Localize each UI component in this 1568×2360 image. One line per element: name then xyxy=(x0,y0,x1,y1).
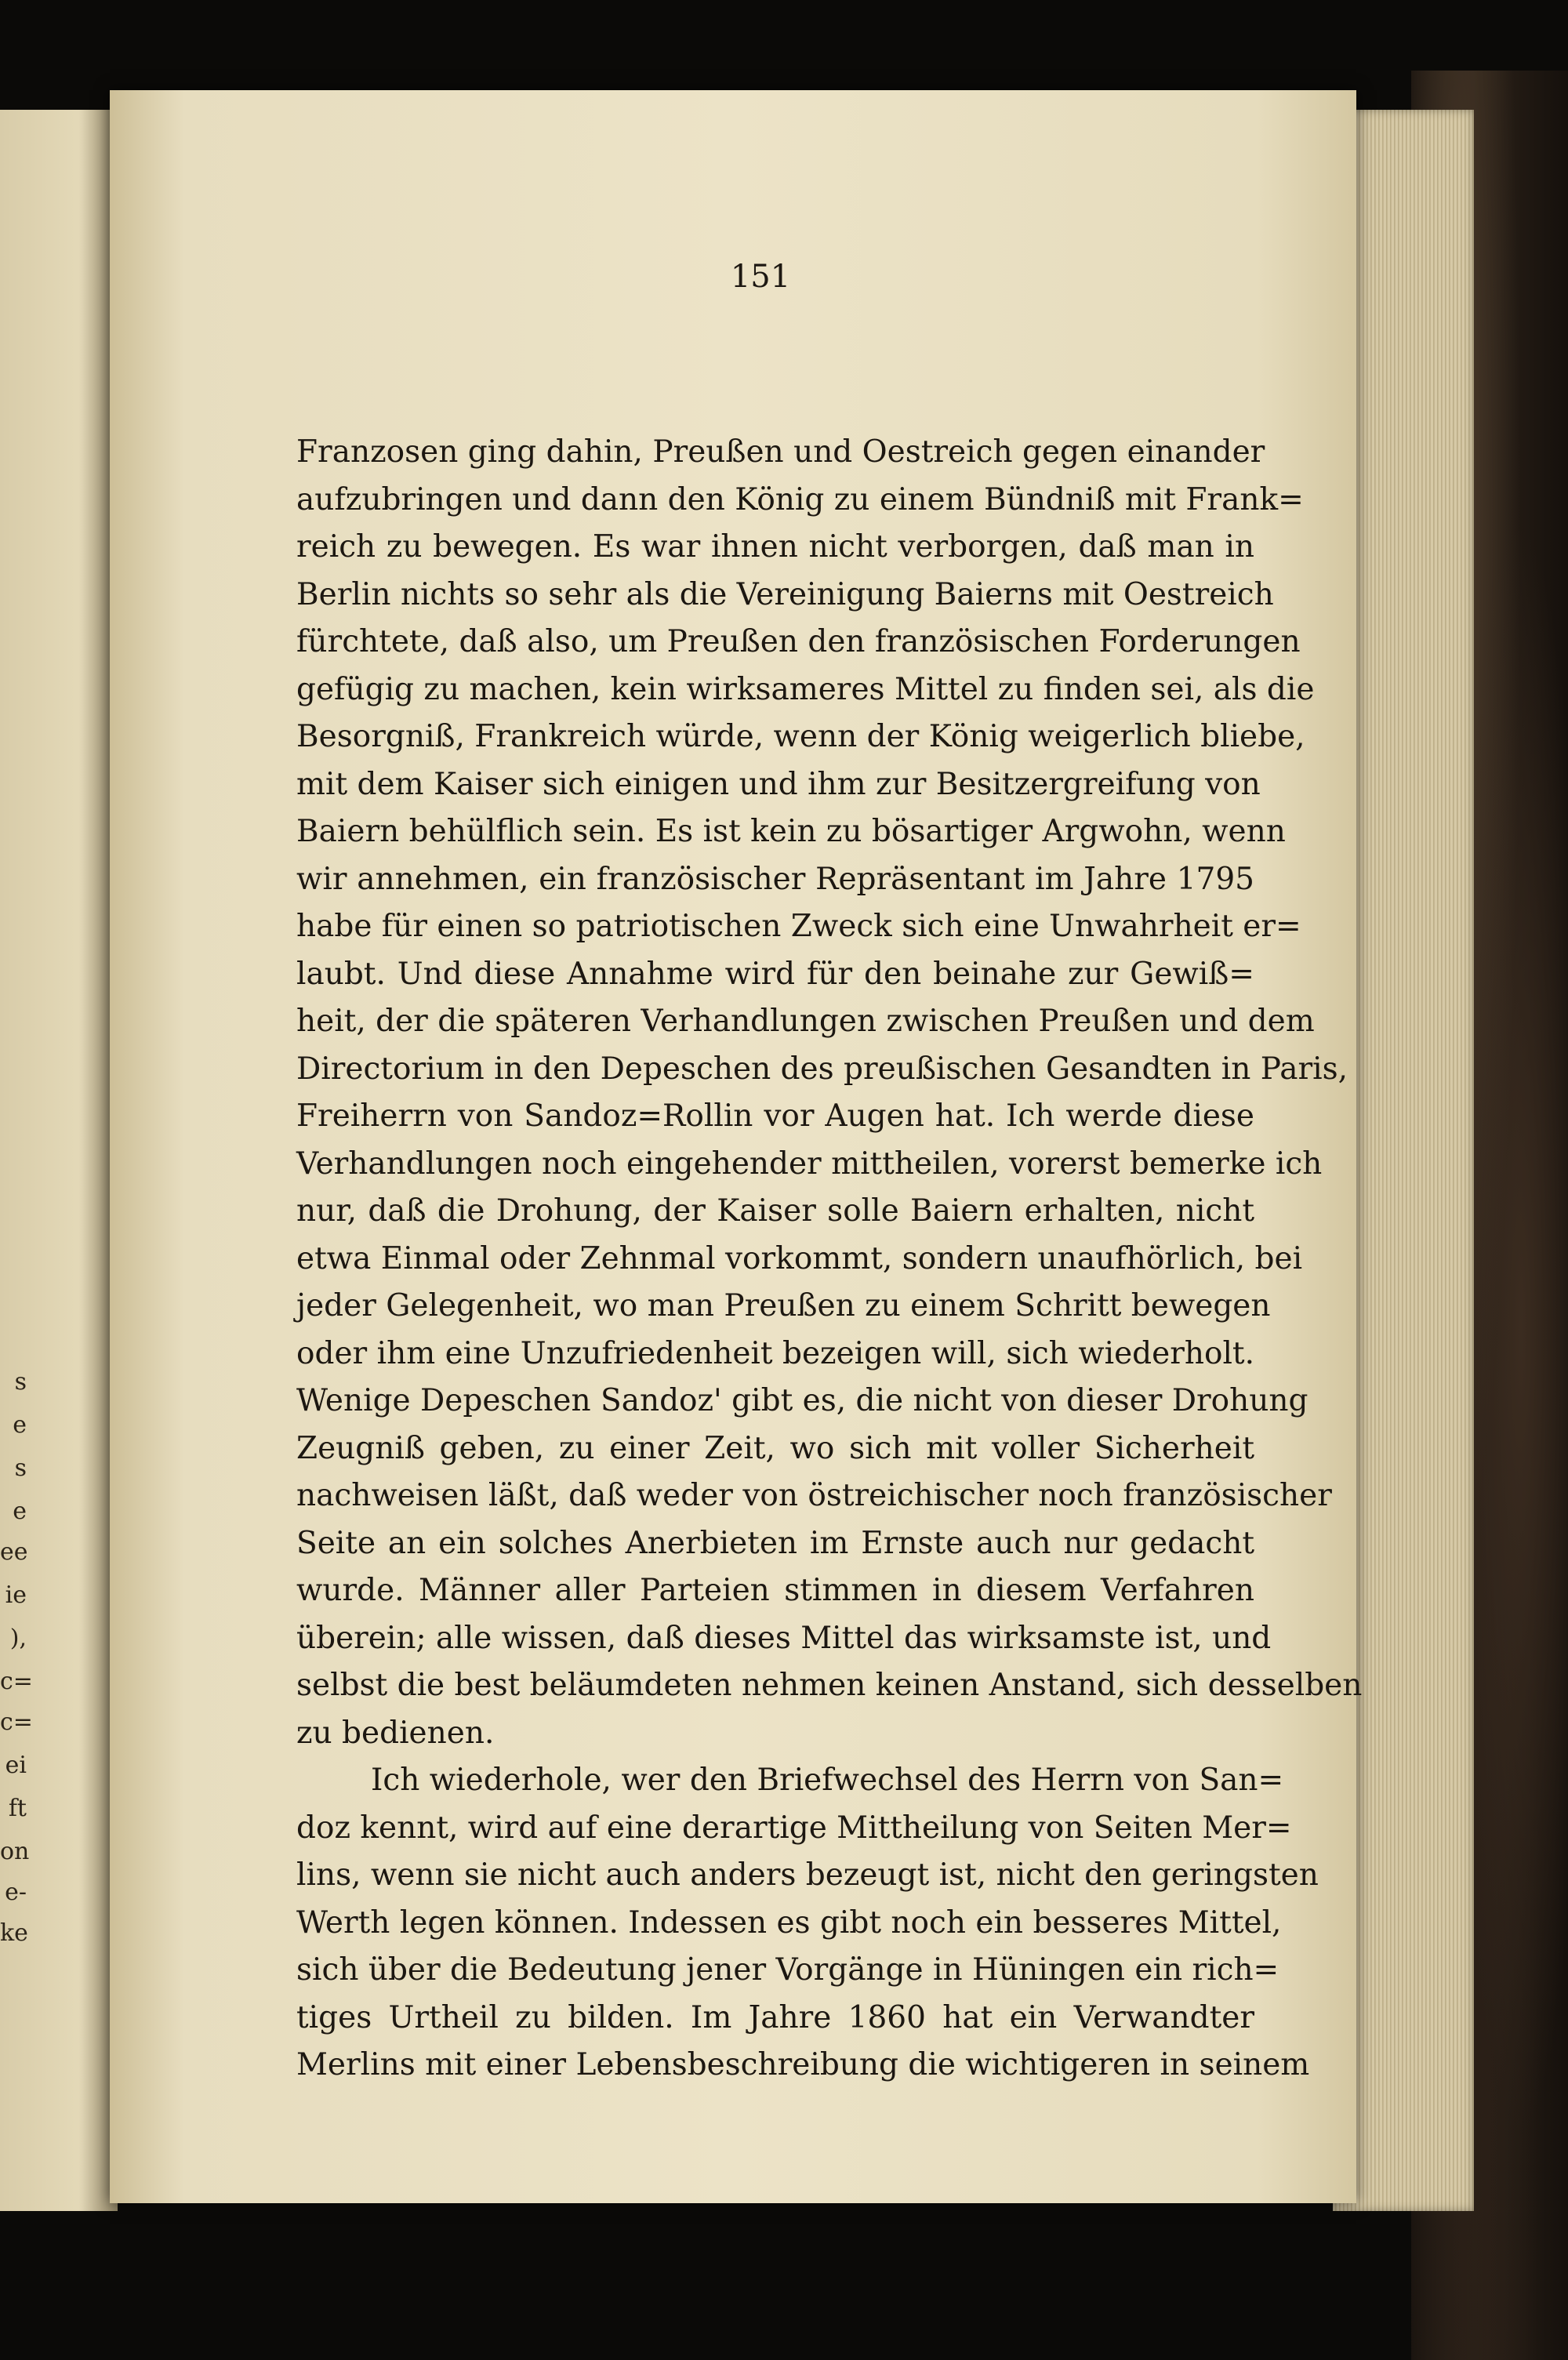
book-page xyxy=(110,90,1363,2203)
text-line: jeder Gelegenheit, wo man Preußen zu einem Schritt bewegen xyxy=(296,1288,1271,1323)
text-line: Wenige Depeschen Sandoz' gibt es, die nicht von dieser Drohung xyxy=(296,1383,1308,1418)
text-line: sich über die Bedeutung jener Vorgänge in Hüningen ein rich= xyxy=(296,1952,1279,1988)
text-line: aufzubringen und dann den König zu einem Bündniß mit Frank= xyxy=(296,481,1304,517)
text-line: Freiherrn von Sandoz=Rollin vor Augen hat. Ich werde diese xyxy=(296,1098,1254,1134)
text-line: Zeugniß geben, zu einer Zeit, wo sich mit voller Sicherheit xyxy=(296,1430,1254,1466)
page-number: 151 xyxy=(730,259,791,295)
left-page-fragment: e xyxy=(13,1411,27,1439)
left-page-fragment: e- xyxy=(5,1879,27,1906)
text-line: laubt. Und diese Annahme wird für den beinahe zur Gewiß= xyxy=(296,956,1254,992)
text-line: gefügig zu machen, kein wirksameres Mittel zu finden sei, als die xyxy=(296,671,1315,707)
text-line: habe für einen so patriotischen Zweck sich eine Unwahrheit er= xyxy=(296,909,1301,944)
text-line: reich zu bewegen. Es war ihnen nicht verborgen, daß man in xyxy=(296,529,1254,565)
left-page-fragment: s xyxy=(14,1368,27,1396)
text-line: wir annehmen, ein französischer Repräsentant im Jahre 1795 xyxy=(296,861,1254,897)
text-line: Besorgniß, Frankreich würde, wenn der König weigerlich bliebe, xyxy=(296,719,1305,754)
text-line: Werth legen können. Indessen es gibt noch ein besseres Mittel, xyxy=(296,1904,1282,1941)
text-line: Seite an ein solches Anerbieten im Ernste auch nur gedacht xyxy=(296,1525,1254,1561)
text-line: Franzosen ging dahin, Preußen und Oestreich gegen einander xyxy=(296,434,1265,470)
text-line: überein; alle wissen, daß dieses Mittel das wirksamste ist, und xyxy=(296,1620,1272,1656)
left-page-fragment: ee xyxy=(0,1538,28,1566)
text-line: zu bedienen. xyxy=(296,1715,495,1751)
left-page-fragment: e xyxy=(13,1498,27,1525)
text-line: nur, daß die Drohung, der Kaiser solle Baiern erhalten, nicht xyxy=(296,1193,1254,1229)
text-line: fürchtete, daß also, um Preußen den französischen Forderungen xyxy=(296,624,1301,659)
left-page-fragment: c= xyxy=(0,1708,33,1736)
page-body-text xyxy=(296,429,1363,2090)
text-line: wurde. Männer aller Parteien stimmen in diesem Verfahren xyxy=(296,1573,1254,1608)
left-page-fragment: ), xyxy=(9,1625,27,1652)
text-line: Ich wiederhole, wer den Briefwechsel des Herrn von San= xyxy=(371,1763,1284,1798)
text-line: mit dem Kaiser sich einigen und ihm zur Besitzergreifung von xyxy=(296,766,1261,802)
text-line: etwa Einmal oder Zehnmal vorkommt, sondern unaufhörlich, bei xyxy=(296,1240,1303,1276)
text-line: selbst die best beläumdeten nehmen keinen Anstand, sich desselben xyxy=(296,1668,1363,1703)
text-line: doz kennt, wird auf eine derartige Mittheilung von Seiten Mer= xyxy=(296,1810,1292,1846)
text-line: Berlin nichts so sehr als die Vereinigung Baierns mit Oestreich xyxy=(296,576,1274,612)
text-line: Verhandlungen noch eingehender mittheilen, vorerst bemerke ich xyxy=(296,1146,1323,1182)
text-line: nachweisen läßt, daß weder von östreichischer noch französischer xyxy=(296,1478,1332,1513)
text-line: Merlins mit einer Lebensbeschreibung die wichtigeren in seinem xyxy=(296,2047,1310,2082)
text-line: tiges Urtheil zu bilden. Im Jahre 1860 hat ein Verwandter xyxy=(296,1999,1254,2035)
left-page-fragment: ke xyxy=(0,1919,28,1947)
left-page-fragment: on xyxy=(0,1838,30,1865)
left-page-fragment: ei xyxy=(5,1752,27,1779)
left-page-fragment: ie xyxy=(5,1581,27,1609)
left-page-fragment: s xyxy=(14,1454,27,1482)
left-page-fragment: c= xyxy=(0,1668,33,1695)
text-line: heit, der die späteren Verhandlungen zwischen Preußen und dem xyxy=(296,1004,1315,1039)
text-line: Directorium in den Depeschen des preußischen Gesandten in Paris, xyxy=(296,1051,1348,1087)
left-page-fragment: ft xyxy=(8,1795,27,1822)
text-line: oder ihm eine Unzufriedenheit bezeigen will, sich wiederholt. xyxy=(296,1335,1254,1371)
text-line: Baiern behülflich sein. Es ist kein zu bösartiger Argwohn, wenn xyxy=(296,814,1286,849)
text-line: lins, wenn sie nicht auch anders bezeugt ist, nicht den geringsten xyxy=(296,1857,1319,1893)
